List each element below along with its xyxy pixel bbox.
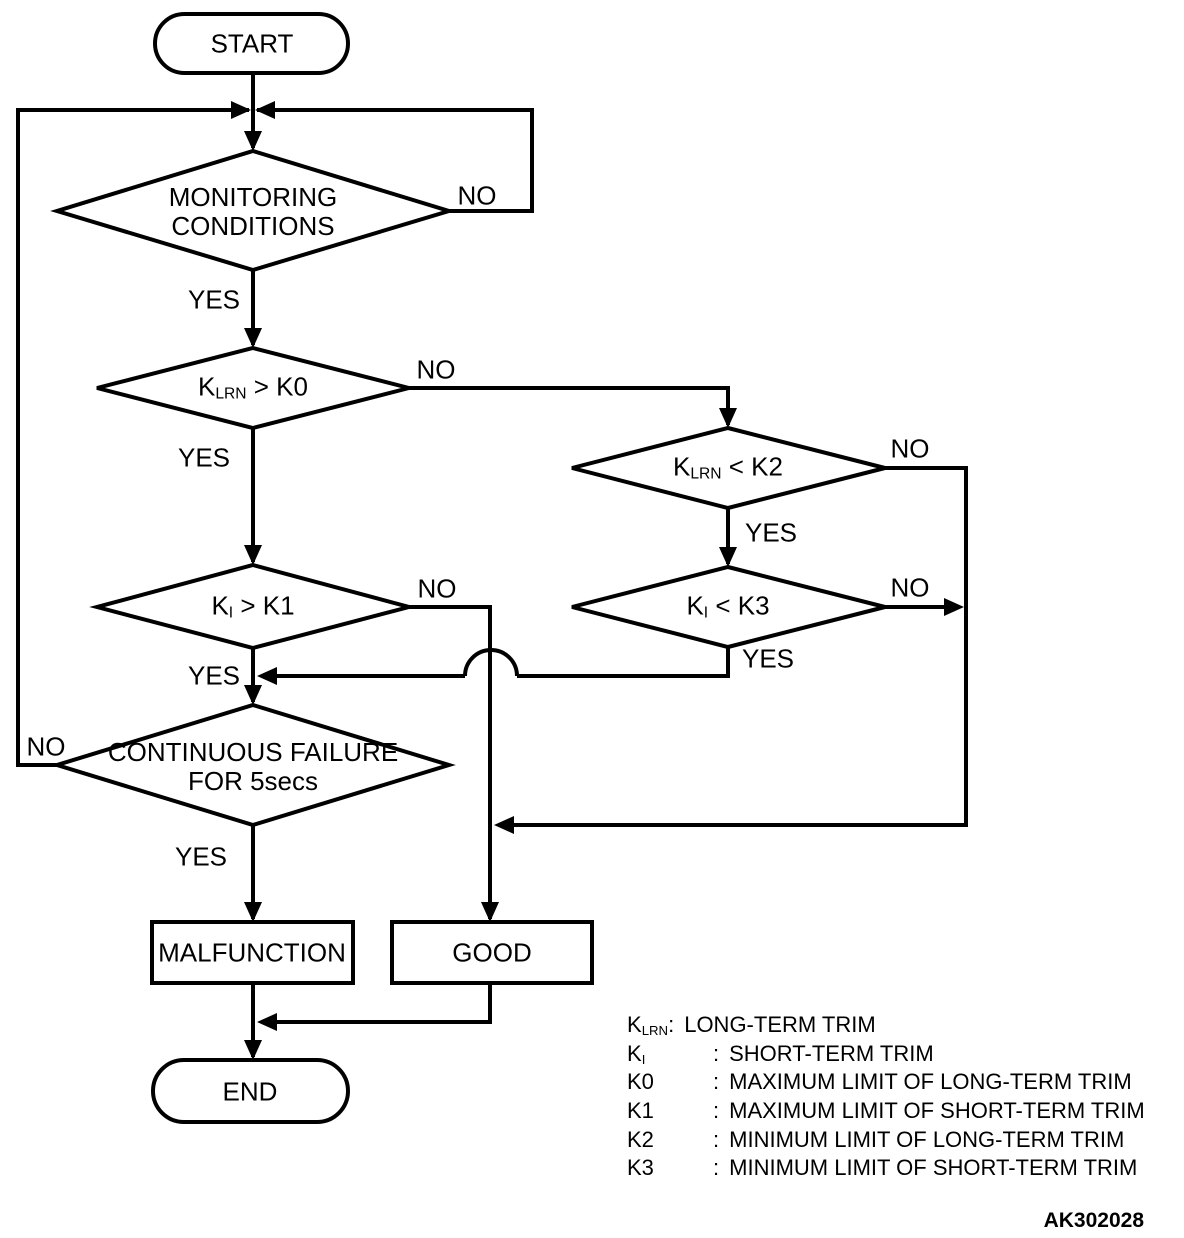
legend-row-ki: KI : SHORT-TERM TRIM (627, 1040, 1145, 1069)
legend-term: K2 (627, 1126, 654, 1152)
klrn-k0-rest: > K0 (246, 371, 308, 402)
legend-term: K3 (627, 1155, 654, 1181)
continuous-failure-yes-label: YES (174, 841, 228, 872)
ki-k3-sub: I (703, 604, 709, 622)
figure-code: AK302028 (1043, 1209, 1144, 1232)
start-node-label: START (210, 28, 294, 59)
ki-k1-node-label (211, 592, 294, 625)
good-node-label: GOOD (452, 937, 532, 968)
ki-k3-no-label: NO (890, 572, 930, 603)
legend-desc: LONG-TERM TRIM (684, 1012, 876, 1037)
end-node-label: END (222, 1076, 278, 1107)
klrn-k2-sub: LRN (690, 465, 722, 483)
edge-ki-k3-yes-right (517, 647, 728, 676)
legend (627, 1011, 1145, 1183)
ki-k3-node-label (686, 592, 769, 625)
continuous-failure-no-label: NO (26, 731, 66, 762)
edge-klrn-k0-no (409, 388, 728, 425)
klrn-k2-node-label (673, 453, 783, 486)
klrn-k2-rest: < K2 (721, 451, 783, 482)
ki-k3-base: K (686, 590, 704, 621)
ki-k1-rest: > K1 (233, 590, 295, 621)
legend-term: K0 (627, 1069, 654, 1095)
klrn-k0-base: K (198, 371, 216, 402)
arrow-right-icon (944, 598, 964, 616)
monitoring-line1: MONITORING (168, 182, 338, 212)
klrn-k0-no-label: NO (416, 354, 456, 385)
ki-k3-yes-label: YES (741, 643, 795, 674)
legend-desc: SHORT-TERM TRIM (729, 1040, 934, 1066)
arrow-left-icon (255, 101, 275, 119)
legend-row-k3: K3 : MINIMUM LIMIT OF SHORT-TERM TRIM (627, 1154, 1145, 1183)
arrow-down-icon (481, 902, 499, 922)
arrow-left-icon (257, 667, 277, 685)
edge-good-to-end (267, 983, 490, 1022)
arrow-down-icon (719, 408, 737, 428)
malfunction-node-label: MALFUNCTION (158, 937, 346, 968)
arrow-down-icon (244, 131, 262, 151)
legend-row-klrn: KLRN: LONG-TERM TRIM (627, 1011, 1145, 1040)
arrow-left-icon (494, 816, 514, 834)
klrn-k2-yes-label: YES (744, 517, 798, 548)
ki-k3-rest: < K3 (708, 590, 770, 621)
continuous-failure-line2: FOR 5secs (187, 766, 319, 796)
arrow-down-icon (719, 547, 737, 567)
continuous-failure-line1: CONTINUOUS FAILURE (107, 737, 399, 767)
klrn-k2-no-label: NO (890, 433, 930, 464)
continuous-failure-node-label (108, 738, 398, 796)
arrow-right-icon (231, 101, 251, 119)
legend-term: KLRN (627, 1012, 669, 1038)
ki-k1-sub: I (228, 604, 234, 622)
legend-desc: MINIMUM LIMIT OF SHORT-TERM TRIM (729, 1155, 1138, 1181)
arrow-down-icon (244, 328, 262, 348)
klrn-k2-base: K (673, 451, 691, 482)
arrow-down-icon (244, 685, 262, 705)
arrow-down-icon (244, 902, 262, 922)
legend-row-k1: K1 : MAXIMUM LIMIT OF SHORT-TERM TRIM (627, 1097, 1145, 1126)
legend-term: K1 (627, 1098, 654, 1124)
arrow-down-icon (244, 1040, 262, 1060)
legend-desc: MAXIMUM LIMIT OF SHORT-TERM TRIM (729, 1098, 1145, 1124)
legend-row-k2: K2 : MINIMUM LIMIT OF LONG-TERM TRIM (627, 1126, 1145, 1155)
klrn-k0-yes-label: YES (177, 442, 231, 473)
monitoring-no-label: NO (457, 180, 497, 211)
monitoring-yes-label: YES (187, 284, 241, 315)
arrow-left-icon (257, 1013, 277, 1031)
arrow-down-icon (244, 545, 262, 565)
monitoring-line2: CONDITIONS (171, 211, 335, 241)
legend-desc: MINIMUM LIMIT OF LONG-TERM TRIM (729, 1126, 1125, 1152)
legend-desc: MAXIMUM LIMIT OF LONG-TERM TRIM (729, 1069, 1132, 1095)
monitoring-node-label (169, 183, 338, 241)
ki-k1-base: K (211, 590, 229, 621)
legend-term: KI (627, 1040, 646, 1067)
klrn-k0-sub: LRN (215, 385, 247, 403)
ki-k1-yes-label: YES (187, 660, 241, 691)
legend-row-k0: K0 : MAXIMUM LIMIT OF LONG-TERM TRIM (627, 1068, 1145, 1097)
ki-k1-no-label: NO (417, 573, 457, 604)
klrn-k0-node-label (198, 373, 308, 406)
